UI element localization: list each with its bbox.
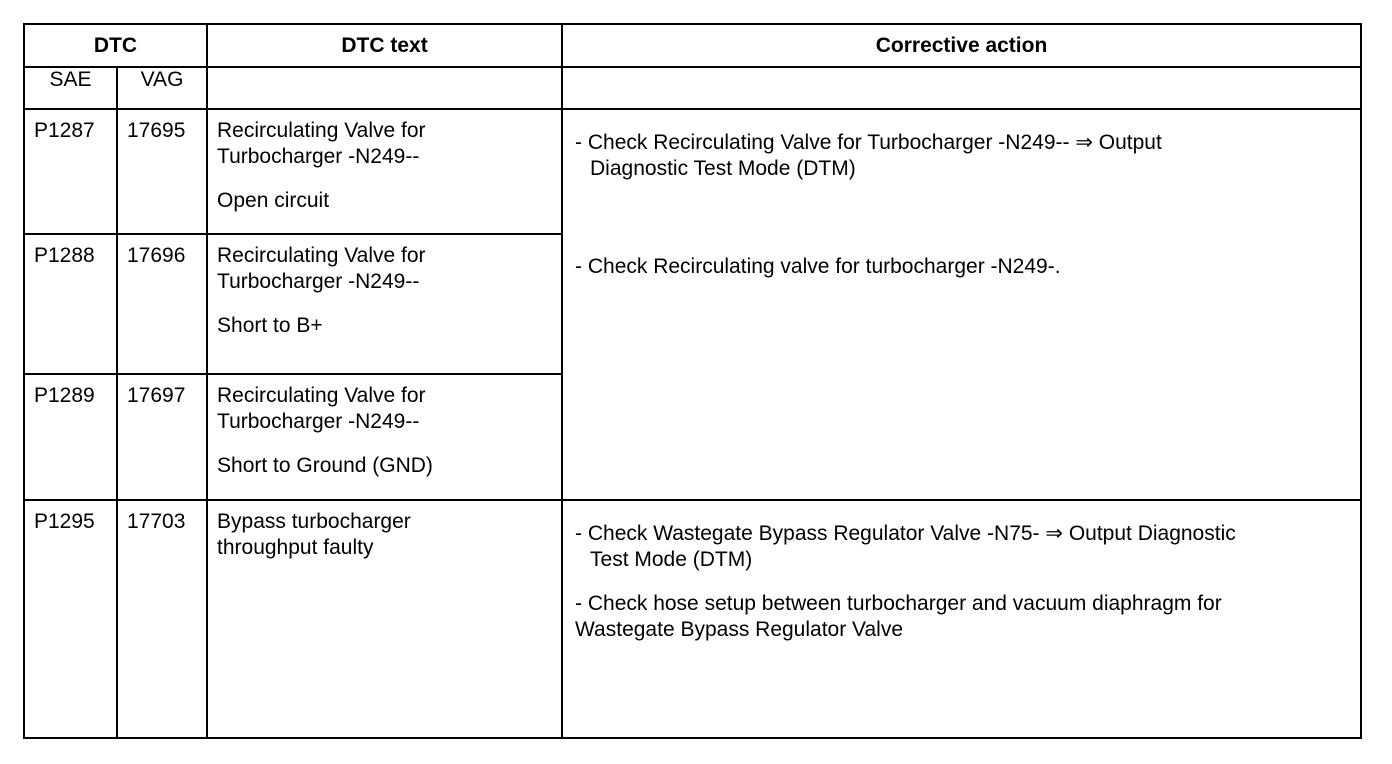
header-dtc: DTC <box>24 24 207 67</box>
sae-code: P1288 <box>24 234 117 374</box>
header-dtc-text: DTC text <box>207 24 562 67</box>
table-row <box>24 500 1361 738</box>
vag-code: 17697 <box>117 374 207 500</box>
sae-code: P1295 <box>24 500 117 738</box>
action-line: Diagnostic Test Mode (DTM) <box>590 157 856 180</box>
action-line: - Check Recirculating valve for turbocharger -N249-. <box>575 255 1061 278</box>
header-row <box>24 24 1361 67</box>
action-line: Test Mode (DTM) <box>590 548 753 571</box>
dtc-text-line1: Bypass turbocharger <box>217 510 411 533</box>
vag-code: 17695 <box>117 109 207 234</box>
action-line: - Check hose setup between turbocharger and vacuum diaphragm for <box>575 592 1222 615</box>
dtc-text <box>207 109 562 234</box>
dtc-text-line2: Turbocharger -N249-- <box>217 270 420 293</box>
action-line: - Check Wastegate Bypass Regulator Valve -N75- ⇒ Output Diagnostic <box>575 522 1236 545</box>
dtc-text-line1: Recirculating Valve for <box>217 244 426 267</box>
dtc-text <box>207 374 562 500</box>
table-row <box>24 109 1361 234</box>
subheader-row <box>24 67 1361 109</box>
action-line: - Check Recirculating Valve for Turbocharger -N249-- ⇒ Output <box>575 131 1162 154</box>
dtc-condition: Open circuit <box>217 189 330 212</box>
dtc-text <box>207 500 562 738</box>
dtc-text-line1: Recirculating Valve for <box>217 119 426 142</box>
vag-code: 17703 <box>117 500 207 738</box>
dtc-condition: Short to Ground (GND) <box>217 454 433 477</box>
action-line: Wastegate Bypass Regulator Valve <box>575 618 904 641</box>
sae-code: P1289 <box>24 374 117 500</box>
dtc-condition: Short to B+ <box>217 314 323 337</box>
dtc-text <box>207 234 562 374</box>
header-vag: VAG <box>117 67 207 109</box>
header-sae: SAE <box>24 67 117 109</box>
dtc-table <box>23 23 1362 739</box>
corrective-action-group1 <box>562 109 1361 500</box>
dtc-text-line2: Turbocharger -N249-- <box>217 410 420 433</box>
vag-code: 17696 <box>117 234 207 374</box>
sae-code: P1287 <box>24 109 117 234</box>
subheader-empty-text <box>207 67 562 109</box>
header-corrective-action: Corrective action <box>562 24 1361 67</box>
subheader-empty-action <box>562 67 1361 109</box>
dtc-text-line1: Recirculating Valve for <box>217 384 426 407</box>
corrective-action-group2 <box>562 500 1361 738</box>
dtc-text-line2: throughput faulty <box>217 536 374 559</box>
dtc-text-line2: Turbocharger -N249-- <box>217 145 420 168</box>
